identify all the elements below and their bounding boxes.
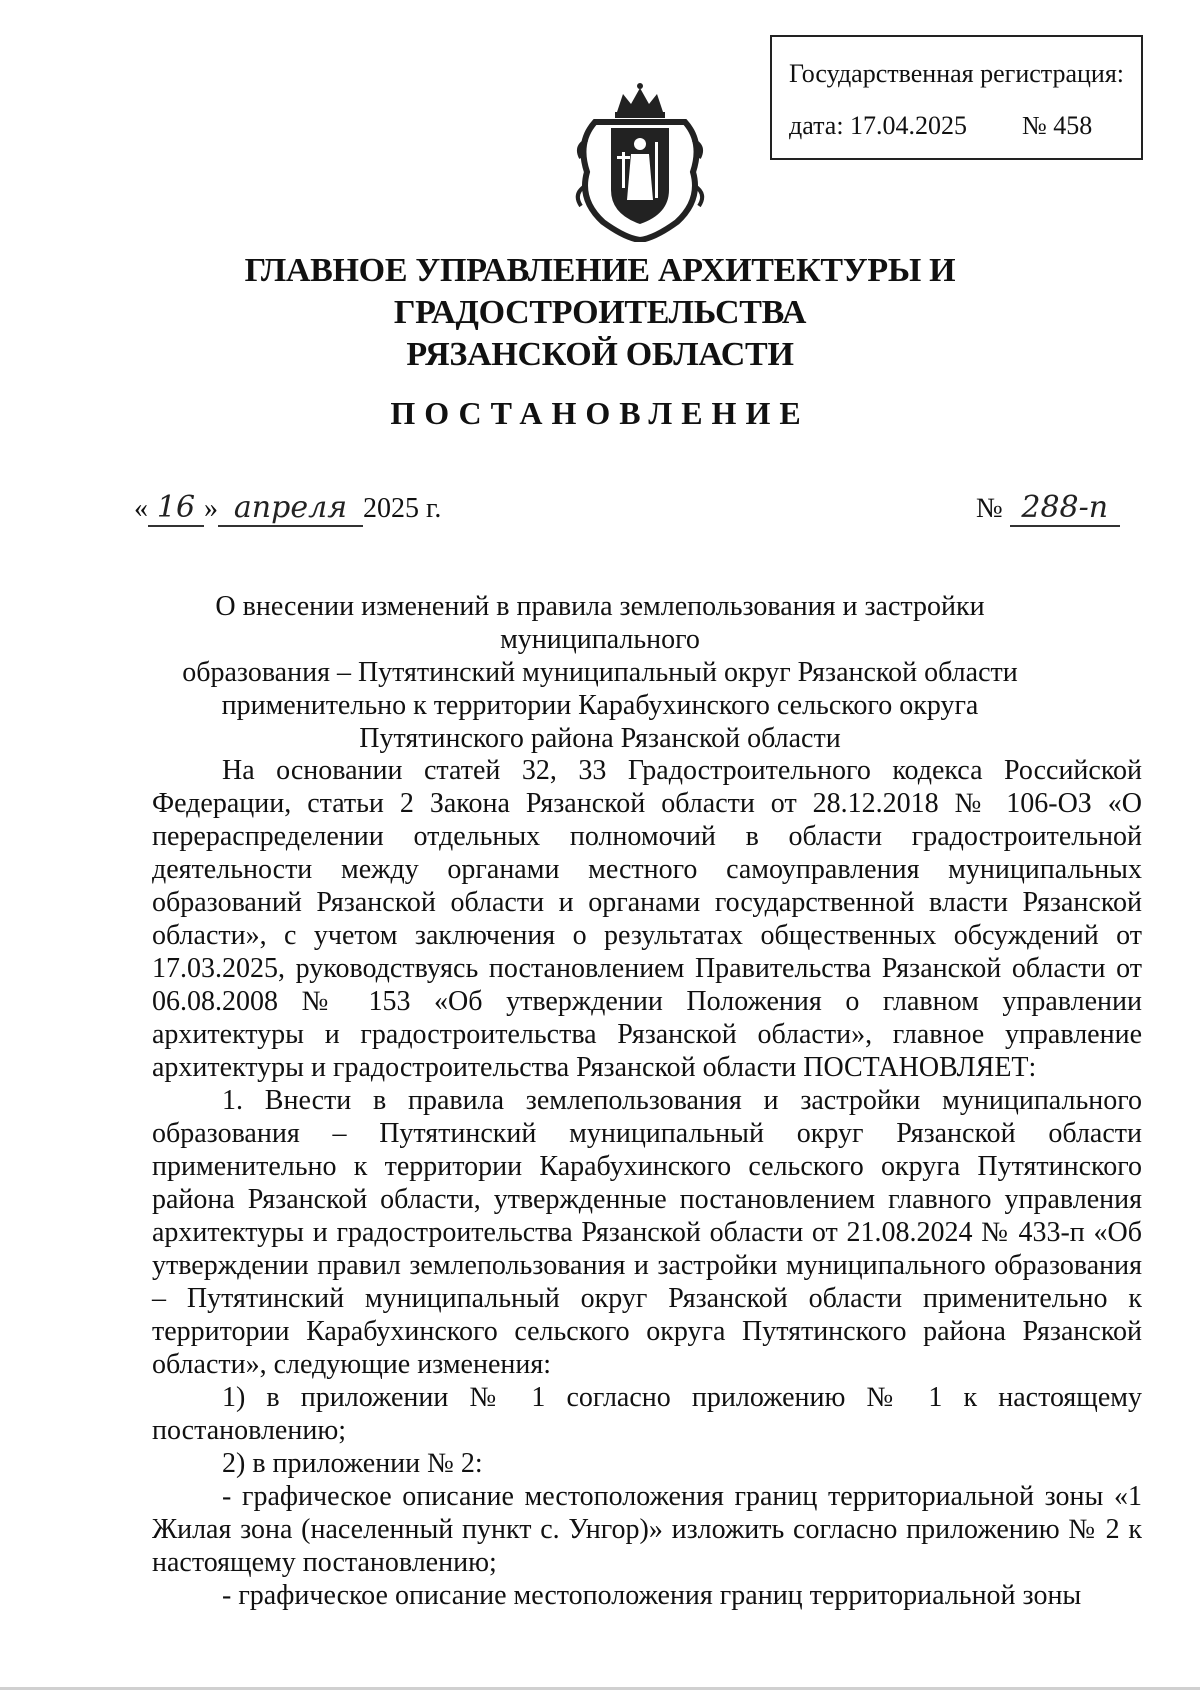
number-prefix: № (976, 493, 1003, 524)
document-number (976, 490, 1120, 527)
organization-name-line-1: ГЛАВНОЕ УПРАВЛЕНИЕ АРХИТЕКТУРЫ И ГРАДОСТРОИТЕЛЬСТВА (244, 252, 956, 331)
document-date (134, 490, 441, 527)
registration-number: № 458 (1022, 111, 1093, 140)
subject-line-1: О внесении изменений в правила землепользования и застройки муниципального (215, 591, 985, 655)
organization-name-line-2: РЯЗАНСКОЙ ОБЛАСТИ (406, 336, 794, 373)
coat-of-arms-emblem (565, 82, 715, 242)
registration-title: Государственная регистрация: (789, 59, 1125, 88)
date-month-handwritten: апреля (218, 490, 363, 527)
date-year: 2025 г. (363, 493, 442, 524)
body-paragraph: На основании статей 32, 33 Градостроительного кодекса Российской Федерации, статьи 2 Закона Рязанской области от 28.12.2018 № 106-ОЗ «О перераспределении отдельных полномочий в области градостроительной деятельности между органами местного самоуправления муниципальных образований Рязанской области и органами государственной власти Рязанской области», с учетом заключения о результатах общественных обсуждений от 17.03.2025, руководствуясь постановлением Правительства Рязанской области от 06.08.2008 № 153 «Об утверждении Положения о главном управлении архитектуры и градостроительства Рязанской области», главное управление архитектуры и градостроительства Рязанской области ПОСТАНОВЛЯЕТ: (152, 755, 1142, 1083)
body-paragraph: 2) в приложении № 2: (222, 1448, 483, 1479)
date-open-quote: « (134, 493, 148, 524)
date-close-quote: » (204, 493, 218, 524)
document-type-heading: ПОСТАНОВЛЕНИЕ (390, 395, 810, 431)
body-paragraph: 1. Внести в правила землепользования и застройки муниципального образования – Путятинский муниципальный округ Рязанской области применительно к территории Карабухинского сельского округа Путятинского района Рязанской области, утвержденные постановлением главного управления архитектуры и градостроительства Рязанской области от 21.08.2024 № 433-п «Об утверждении правил землепользования и застройки муниципального образования – Путятинский муниципальный округ Рязанской области применительно к территории Карабухинского сельского округа Путятинского района Рязанской области», следующие изменения: (152, 1085, 1142, 1380)
state-registration-stamp (770, 35, 1143, 160)
page-bottom-edge (0, 1687, 1200, 1690)
body-paragraph: - графическое описание местоположения границ территориальной зоны «1 Жилая зона (населенный пункт с. Унгор)» изложить согласно приложению № 2 к настоящему постановлению; (152, 1481, 1142, 1578)
subject-line-4: Путятинского района Рязанской области (359, 723, 841, 754)
body-paragraph: 1) в приложении № 1 согласно приложению № 1 к настоящему постановлению; (152, 1382, 1142, 1446)
registration-date: дата: 17.04.2025 (789, 111, 968, 140)
date-day-handwritten: 16 (148, 490, 204, 527)
organization-name (40, 250, 1160, 376)
number-handwritten: 288-п (1010, 490, 1120, 527)
subject-line-2: образования – Путятинский муниципальный округ Рязанской области (182, 657, 1018, 688)
body-paragraph: - графическое описание местоположения границ территориальной зоны (222, 1580, 1082, 1611)
subject-line-3: применительно к территории Карабухинского сельского округа (221, 690, 979, 721)
document-body (152, 754, 1142, 1612)
document-subject (120, 590, 1080, 755)
